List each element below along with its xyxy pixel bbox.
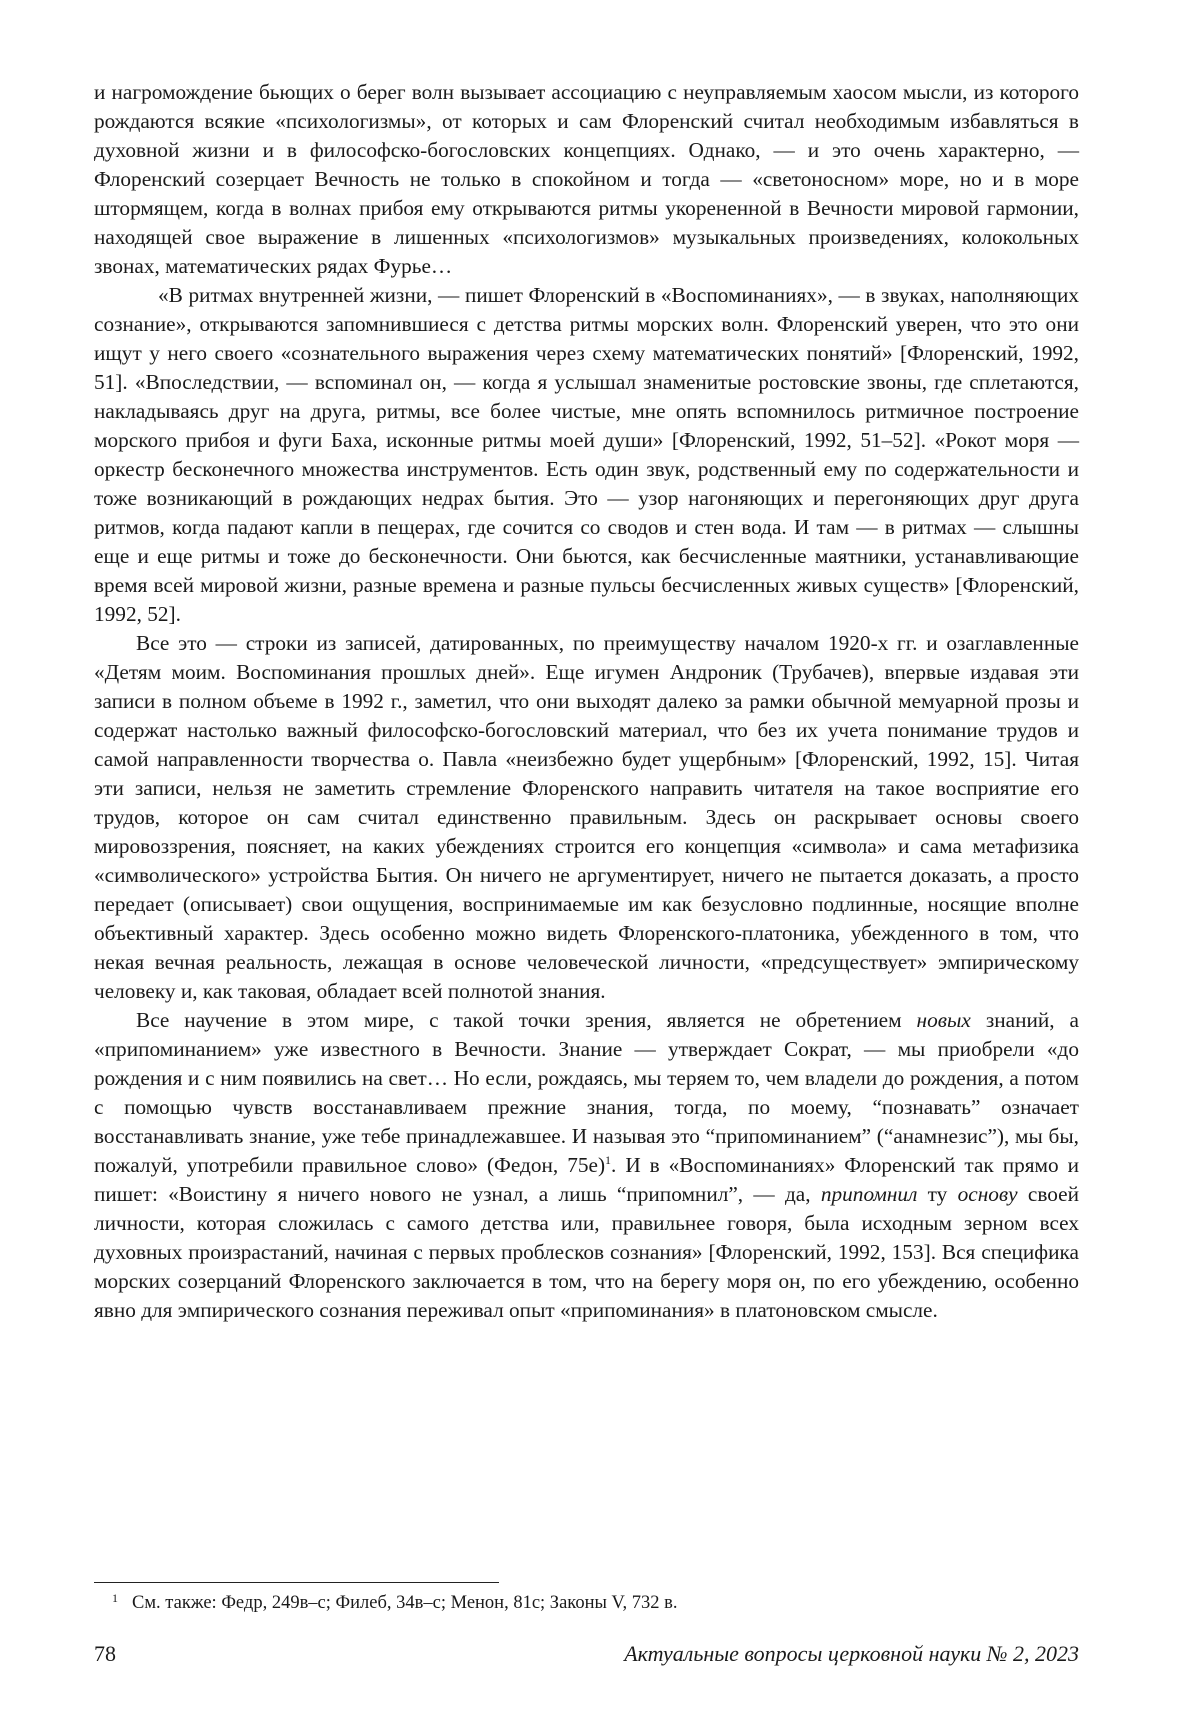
page-number: 78 <box>94 1641 116 1666</box>
article-body <box>94 78 1079 1325</box>
paragraph-4 <box>94 1006 1079 1325</box>
paragraph-4-text: своей личности, которая сложилась с самого детства или, правильнее говоря, была исходным зерном всех духовных произрастаний, начиная с первых проблесков сознания» [Флоренский, 1992, 153]. Вся специфика морских созерцаний Флоренского заключается в том, что на берегу моря он, по его убеждению, особенно явно для эмпирического сознания переживал опыт «припоминания» в платоновском смысле. <box>94 1182 1079 1322</box>
emphasis-basis: основу <box>957 1182 1018 1206</box>
page-footer <box>94 1641 1079 1671</box>
footnote-text: См. также: Федр, 249в–с; Филеб, 34в–с; Менон, 81с; Законы V, 732 в. <box>132 1593 678 1613</box>
footnote-mark: 1 <box>112 1591 118 1605</box>
paragraph-3: Все это — строки из записей, датированных, по преимуществу началом 1920-х гг. и озаглавленные «Детям моим. Воспоминания прошлых дней». Еще игумен Андроник (Трубачев), впервые издавая эти записи в полном объеме в 1992 г., заметил, что они выходят далеко за рамки обычной мемуарной прозы и содержат настолько важный философско-богословский материал, что без их учета понимание трудов и самой направленности творчества о. Павла «неизбежно будет ущербным» [Флоренский, 1992, 15]. Читая эти записи, нельзя не заметить стремление Флоренского направить читателя на такое восприятие его трудов, которое он сам считал единственно правильным. Здесь он раскрывает основы своего мировоззрения, поясняет, на каких убеждениях строится его концепция «символа» и сама метафизика «символического» устройства Бытия. Он ничего не аргументирует, ничего не пытается доказать, а просто передает (описывает) свои ощущения, воспринимаемые им как безусловно подлинные, носящие вполне объективный характер. Здесь особенно можно видеть Флоренского-платоника, убежденного в том, что некая вечная реальность, лежащая в основе человеческой личности, «предсуществует» эмпирическому человеку и, как таковая, обладает всей полнотой знания. <box>94 631 1079 1003</box>
emphasis-recalled: припомнил <box>820 1182 918 1206</box>
footnote-rule <box>94 1582 499 1583</box>
paragraph-1: и нагромождение бьющих о берег волн вызывает ассоциацию с неуправляемым хаосом мысли, из которого рождаются всякие «психологизмы», от которых и сам Флоренский считал необходимым избавляться в духовной жизни и в философско-богословских концепциях. Однако, — и это очень характерно, — Флоренский созерцает Вечность не только в спокойном и тогда — «светоносном» море, но и в море штормящем, когда в волнах прибоя ему открываются ритмы укорененной в Вечности мировой гармонии, находящей свое выражение в лишенных «психологизмов» музыкальных произведениях, колокольных звонах, математических рядах Фурье… <box>94 80 1079 278</box>
paragraph-4-text: знаний, а «припоминанием» уже известного в Вечности. Знание — утверждает Сократ, — мы приобрели «до рождения и с ним появились на свет… Но если, рождаясь, мы теряем то, чем владели до рождения, а потом с помощью чувств восстанавливаем прежние знания, тогда, по моему, “познавать” означает восстанавливать знание, уже тебе принадлежавшее. И называя это “припоминанием” (“анамнезис”), мы бы, пожалуй, употребили правильное слово» (Федон, 75е) <box>94 1008 1079 1177</box>
paragraph-2: «В ритмах внутренней жизни, — пишет Флоренский в «Воспоминаниях», — в звуках, наполняющих сознание», открываются запомнившиеся с детства ритмы морских волн. Флоренский уверен, что это они ищут у него своего «сознательного выражения через схему математических понятий» [Флоренский, 1992, 51]. «Впоследствии, — вспоминал он, — когда я услышал знаменитые ростовские звоны, где сплетаются, накладываясь друг на друга, ритмы, все более чистые, мне опять вспомнилось ритмичное построение морского прибоя и фуги Баха, исконные ритмы моей души» [Флоренский, 1992, 51–52]. «Рокот моря — оркестр бесконечного множества инструментов. Есть один звук, родственный ему по содержательности и тоже возникающий в рождающих недрах бытия. Это — узор нагоняющих и перегоняющих друг друга ритмов, когда падают капли в пещерах, где сочится со сводов и стен вода. И там — в ритмах — слышны еще и еще ритмы и тоже до бесконечности. Они бьются, как бесчисленные маятники, устанавливающие время всей мировой жизни, разные времена и разные пульсы бесчисленных живых существ» [Флоренский, 1992, 52]. <box>94 283 1079 626</box>
paragraph-4-text: Все научение в этом мире, с такой точки зрения, является не обретением <box>136 1008 917 1032</box>
footnote-ref[interactable]: 1 <box>605 1152 612 1167</box>
footnote <box>94 1591 1079 1614</box>
emphasis-new: новых <box>916 1008 971 1032</box>
paragraph-4-text: ту <box>917 1182 958 1206</box>
paragraph-4-text: . И в «Воспоминаниях» Флоренский так прямо и пишет: «Воистину я ничего нового не узнал, а лишь “припомнил”, — да, <box>94 1153 1079 1206</box>
journal-title: Актуальные вопросы церковной науки № 2, 2023 <box>624 1641 1079 1666</box>
